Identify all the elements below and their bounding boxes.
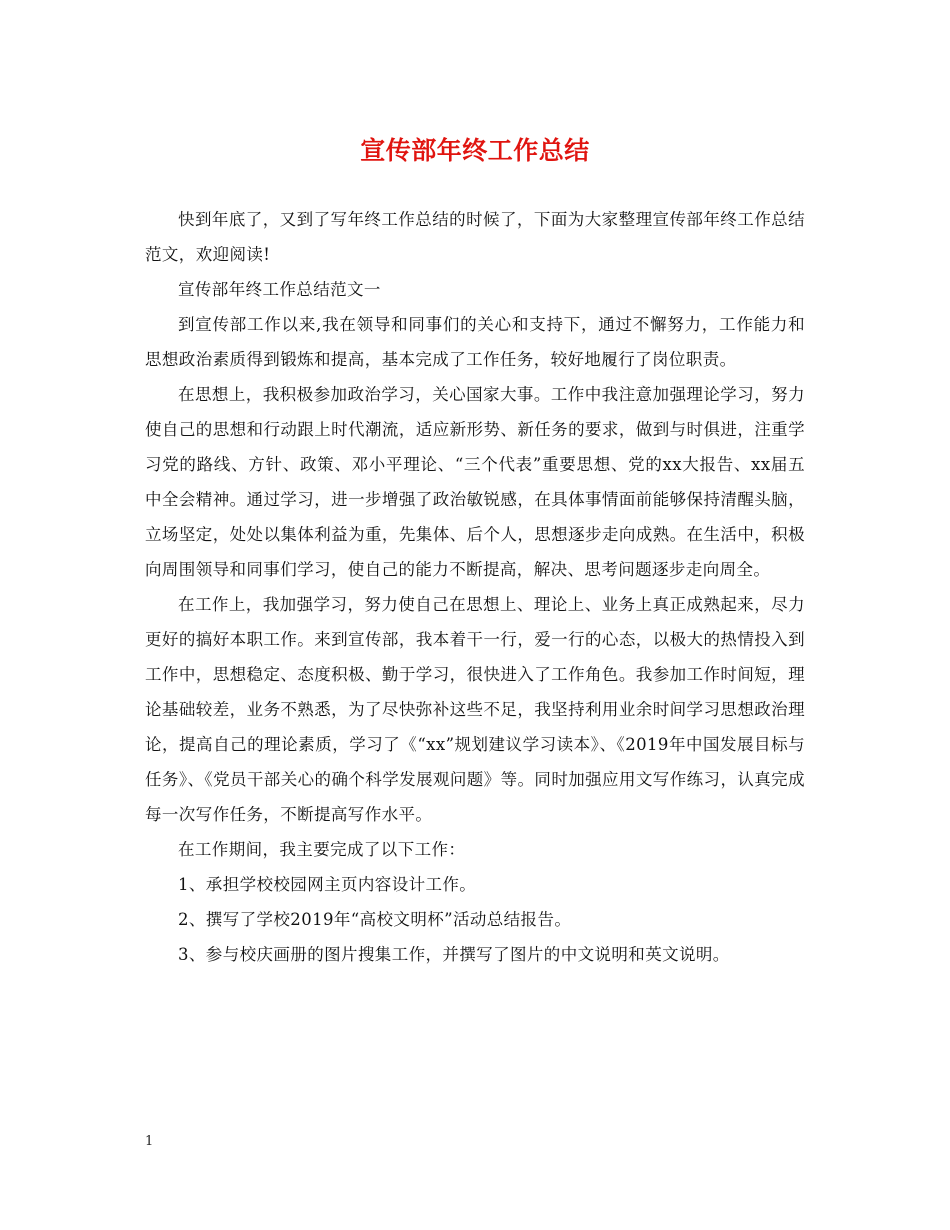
paragraph-intro: 快到年底了，又到了写年终工作总结的时候了，下面为大家整理宣传部年终工作总结范文，欢迎阅读! [145, 210, 805, 264]
paragraph-thought: 在思想上，我积极参加政治学习，关心国家大事。工作中我注意加强理论学习，努力使自己的思想和行动跟上时代潮流，适应新形势、新任务的要求，做到与时俱进，注重学习党的路线、方针、政策、邓小平理论、“三个代表”重要思想、党的xx大报告、xx届五中全会精神。通过学习，进一步增强了政治敏锐感，在具体事情面前能够保持清醒头脑，立场坚定，处处以集体利益为重，先集体、后个人，思想逐步走向成熟。在生活中，积极向周围领导和同事们学习，使自己的能力不断提高，解决、思考问题逐步走向周全。 [145, 385, 805, 579]
document-title: 宣传部年终工作总结 [360, 136, 590, 165]
paragraph-subheading: 宣传部年终工作总结范文一 [178, 280, 381, 299]
list-item-3: 3、参与校庆画册的图片搜集工作，并撰写了图片的中文说明和英文说明。 [178, 945, 730, 964]
list-item-2: 2、撰写了学校2019年“高校文明杯”活动总结报告。 [178, 910, 572, 929]
list-item-1: 1、承担学校校园网主页内容设计工作。 [178, 875, 477, 894]
paragraph-tasks-intro: 在工作期间，我主要完成了以下工作： [178, 840, 466, 859]
document-body [145, 202, 805, 972]
paragraph-work-summary: 到宣传部工作以来,我在领导和同事们的关心和支持下，通过不懈努力，工作能力和思想政治素质得到锻炼和提高，基本完成了工作任务，较好地履行了岗位职责。 [145, 315, 805, 369]
page-number: 1 [145, 1134, 154, 1149]
paragraph-work: 在工作上，我加强学习，努力使自己在思想上、理论上、业务上真正成熟起来，尽力更好的搞好本职工作。来到宣传部，我本着干一行，爱一行的心态，以极大的热情投入到工作中，思想稳定、态度积极、勤于学习，很快进入了工作角色。我参加工作时间短，理论基础较差，业务不熟悉，为了尽快弥补这些不足，我坚持利用业余时间学习思想政治理论，提高自己的理论素质，学习了《“xx”规划建议学习读本》、《2019年中国发展目标与任务》、《党员干部关心的确个科学发展观问题》等。同时加强应用文写作练习，认真完成每一次写作任务，不断提高写作水平。 [145, 595, 805, 824]
